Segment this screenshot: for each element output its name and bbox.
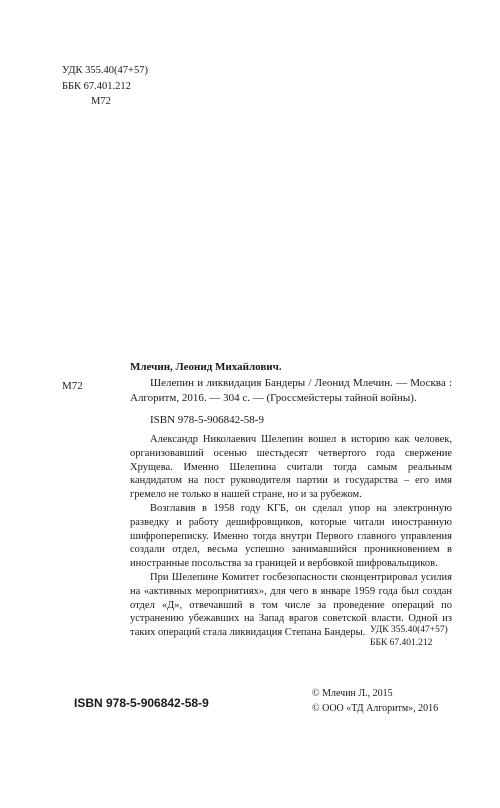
bbk-code: ББК 67.401.212 [62,80,131,92]
isbn-footer: ISBN 978-5-906842-58-9 [74,696,209,710]
classification-block-bottom [370,624,448,650]
copyright-publisher: © ООО «ТД Алгоритм», 2016 [312,702,439,714]
udk-code: УДК 355.40(47+57) [62,65,148,76]
annotation [130,433,452,640]
copyright-block [312,687,438,716]
classification-block-top [62,63,148,110]
annotation-paragraph: При Шелепине Комитет госбезопасности сконцентрировал усилия на «активных мероприятиях», для чего в январе 1959 года был создан отдел «Д», отвечавший в том числе за проведение операций по устранению убежавших на Запад врагов советской власти. Одной из таких операций стала ликвидация Степана Бандеры. [130,571,452,639]
bibliographic-title: Шелепин и ликвидация Бандеры / Леонид Млечин. — Москва : Алгоритм, 2016. — 304 с. — (Гроссмейстеры тайной войны). [130,377,452,404]
annotation-paragraph: Возглавив в 1958 году КГБ, он сделал упор на электронную разведку и работу дешифровщиков, которые читали иностранную шифропереписку. Именно тогда внутри Первого главного управления создали отдел, весьма успешно занимавшийся проникновением в иностранные посольства за границей и вербовкой шифровальщиков. [130,502,452,570]
author-mark-side: М72 [62,380,83,392]
record-isbn: ISBN 978-5-906842-58-9 [150,414,264,426]
copyright-author: © Млечин Л., 2015 [312,688,393,699]
bbk-code-bottom: ББК 67.401.212 [370,638,433,648]
author-mark: М72 [91,96,111,107]
udk-code-bottom: УДК 355.40(47+57) [370,625,448,635]
annotation-paragraph: Александр Николаевич Шелепин вошел в историю как человек, организовавший осенью шестьдесят четвертого года свержение Хрущева. Именно Шелепина считали тогда самым реальным кандидатом на пост руководителя партии и государства – его имя гремело не только в нашей стране, но и за рубежом. [130,434,452,501]
author-heading: Млечин, Леонид Михайлович. [130,361,282,373]
